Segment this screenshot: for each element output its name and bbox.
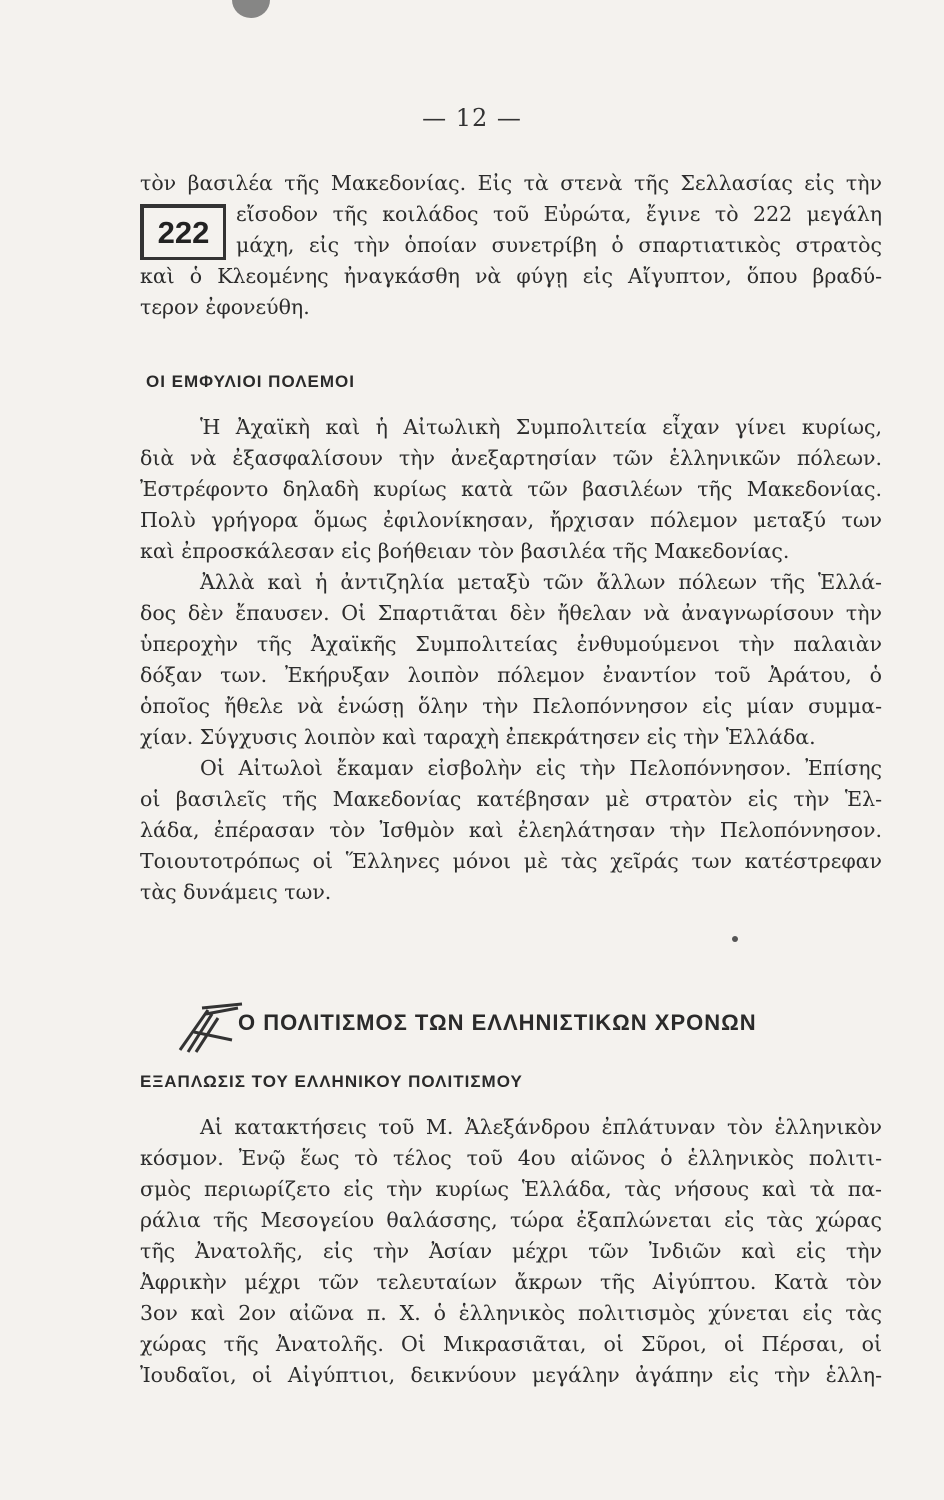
text-line: Ἀλλὰ καὶ ἡ ἀντιζηλία μεταξὺ τῶν ἄλλων πόλεων τῆς Ἑλλά- — [200, 570, 882, 594]
intro-rest-block — [140, 261, 882, 323]
text-line: χώρας τῆς Ἀνατολῆς. Οἱ Μικρασιᾶται, οἱ Σῦροι, οἱ Πέρσαι, οἱ — [140, 1332, 882, 1356]
text-line: ὑπεροχὴν τῆς Ἀχαϊκῆς Συμπολιτείας ἐνθυμούμενοι τὴν παλαιὰν — [140, 632, 882, 656]
text-line: λάδα, ἐπέρασαν τὸν Ἰσθμὸν καὶ ἐλεηλάτησαν τὴν Πελοπόννησον. — [140, 818, 882, 842]
text-line: ὁποῖος ἤθελε νὰ ἑνώσῃ ὅλην τὴν Πελοπόννησον εἰς μίαν συμμα- — [140, 694, 882, 718]
text-line: τῆς Ἀνατολῆς, εἰς τὴν Ἀσίαν μέχρι τῶν Ἰνδιῶν καὶ εἰς τὴν — [140, 1239, 882, 1263]
intro-wrap-block — [236, 199, 882, 261]
section-heading-civilization: Ο ΠΟΛΙΤΙΣΜΟΣ ΤΩΝ ΕΛΛΗΝΙΣΤΙΚΩΝ ΧΡΟΝΩΝ — [238, 1010, 757, 1035]
text-line: οἱ βασιλεῖς τῆς Μακεδονίας κατέβησαν μὲ στρατὸν εἰς τὴν Ἑλ- — [140, 787, 882, 811]
text-line: Ἡ Ἀχαϊκὴ καὶ ἡ Αἰτωλικὴ Συμπολιτεία εἶχαν γίνει κυρίως, — [200, 415, 882, 439]
page-number: — 12 — — [422, 104, 522, 132]
text-line: Ἐστρέφοντο δηλαδὴ κυρίως κατὰ τῶν βασιλέων τῆς Μακεδονίας. — [140, 477, 882, 501]
text-line: Αἱ κατακτήσεις τοῦ Μ. Ἀλεξάνδρου ἐπλάτυναν τὸν ἑλληνικὸν — [200, 1115, 882, 1139]
ink-blot — [232, 0, 270, 18]
margin-number-box: 222 — [140, 204, 226, 260]
text-line: καὶ ὁ Κλεομένης ἠναγκάσθη νὰ φύγῃ εἰς Αἴγυπτον, ὅπου βραδύ- — [140, 264, 882, 288]
text-line: σμὸς περιωρίζετο εἰς τὴν κυρίως Ἑλλάδα, τὰς νήσους καὶ τὰ πα- — [140, 1177, 882, 1201]
ink-speck — [732, 936, 738, 942]
text-line: Τοιουτοτρόπως οἱ Ἕλληνες μόνοι μὲ τὰς χεῖράς των κατέστρεφαν — [140, 849, 882, 873]
text-line: δόξαν των. Ἐκήρυξαν λοιπὸν πόλεμον ἐναντίον τοῦ Ἀράτου, ὁ — [140, 663, 882, 687]
text-line: εἴσοδον τῆς κοιλάδος τοῦ Εὐρώτα, ἔγινε τὸ 222 μεγάλη — [236, 202, 882, 226]
text-line: χίαν. Σύγχυσις λοιπὸν καὶ ταραχὴ ἐπεκράτησεν εἰς τὴν Ἑλλάδα. — [140, 725, 816, 749]
civil-wars-paragraphs — [140, 412, 882, 908]
text-line: τὸν βασιλέα τῆς Μακεδονίας. Εἰς τὰ στενὰ τῆς Σελλασίας εἰς τὴν — [140, 171, 882, 195]
text-line: καὶ ἐπροσκάλεσαν εἰς βοήθειαν τὸν βασιλέα τῆς Μακεδονίας. — [140, 539, 790, 563]
text-line: τὰς δυνάμεις των. — [140, 880, 332, 904]
text-line: Οἱ Αἰτωλοὶ ἔκαμαν εἰσβολὴν εἰς τὴν Πελοπόννησον. Ἐπίσης — [200, 756, 882, 780]
subsection-heading-expansion: ΕΞΑΠΛΩΣΙΣ ΤΟΥ ΕΛΛΗΝΙΚΟΥ ΠΟΛΙΤΙΣΜΟΥ — [140, 1072, 523, 1091]
text-line: Ἰουδαῖοι, οἱ Αἰγύπτιοι, δεικνύουν μεγάλην ἀγάπην εἰς τὴν ἑλλη- — [140, 1363, 882, 1387]
text-line: κόσμον. Ἐνῷ ἕως τὸ τέλος τοῦ 4ου αἰῶνος ὁ ἑλληνικὸς πολιτι- — [140, 1146, 882, 1170]
section-heading-civil-wars: ΟΙ ΕΜΦΥΛΙΟΙ ΠΟΛΕΜΟΙ — [146, 372, 356, 391]
text-line: 3ον καὶ 2ον αἰῶνα π. Χ. ὁ ἑλληνικὸς πολιτισμὸς χύνεται εἰς τὰς — [140, 1301, 882, 1325]
text-line: μάχη, εἰς τὴν ὁποίαν συνετρίβη ὁ σπαρτιατικὸς στρατὸς — [236, 233, 882, 257]
text-line: Ἀφρικὴν μέχρι τῶν τελευταίων ἄκρων τῆς Αἰγύπτου. Κατὰ τὸν — [140, 1270, 882, 1294]
text-line: ράλια τῆς Μεσογείου θαλάσσης, τώρα ἐξαπλώνεται εἰς τὰς χώρας — [140, 1208, 882, 1232]
expansion-paragraph — [140, 1112, 882, 1391]
text-line: τερον ἐφονεύθη. — [140, 295, 310, 319]
text-line: Πολὺ γρήγορα ὅμως ἐφιλονίκησαν, ἤρχισαν πόλεμον μεταξύ των — [140, 508, 882, 532]
text-line: διὰ νὰ ἐξασφαλίσουν τὴν ἀνεξαρτησίαν τῶν ἑλληνικῶν πόλεων. — [140, 446, 882, 470]
intro-first-line-block — [140, 168, 882, 199]
text-line: δος δὲν ἔπαυσεν. Οἱ Σπαρτιᾶται δὲν ἤθελαν νὰ ἀναγνωρίσουν τὴν — [140, 601, 882, 625]
